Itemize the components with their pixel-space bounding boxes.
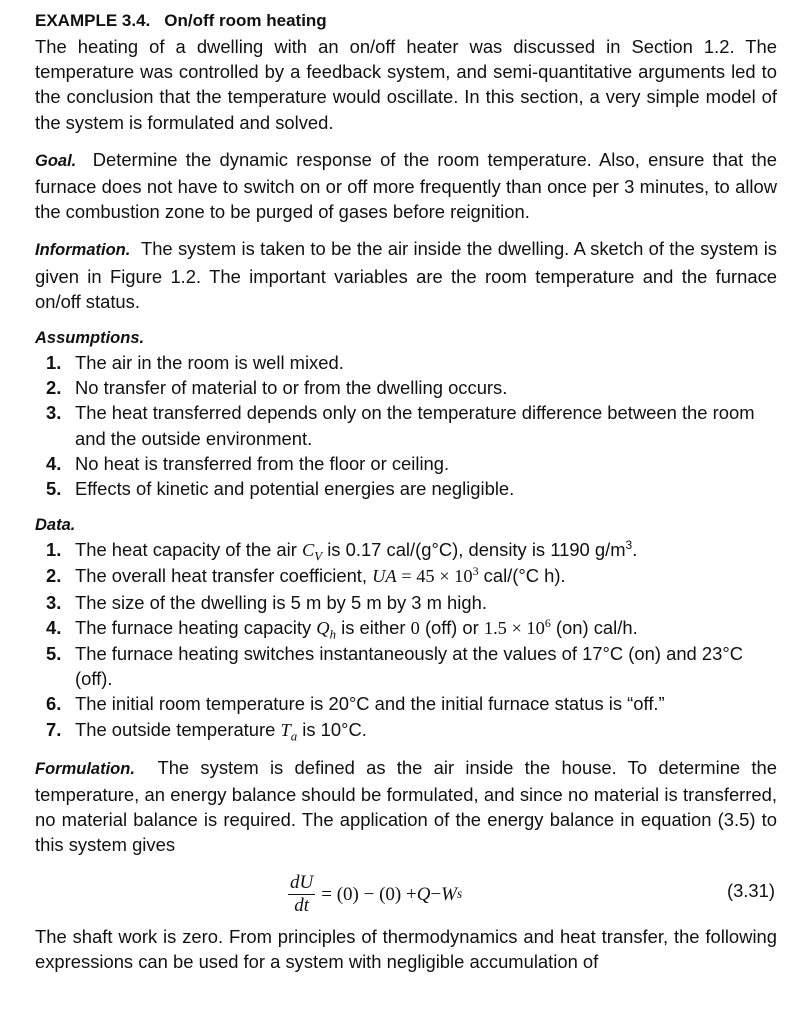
example-number: EXAMPLE 3.4. bbox=[35, 11, 151, 30]
equation-rhs: = (0) − (0) + bbox=[321, 883, 417, 905]
data-item: 5. The furnace heating switches instantaneously at the values of 17°C (on) and 23°C (off). bbox=[46, 643, 743, 690]
information-paragraph bbox=[35, 236, 777, 314]
example-title: On/off room heating bbox=[164, 11, 327, 30]
equation-3-31 bbox=[35, 866, 777, 924]
data-item: 1. The heat capacity of the air $C_V$ is 0.17 cal/(g°C), density is 1190 $g/m^3$. bbox=[46, 538, 638, 564]
goal-label: Goal. bbox=[35, 151, 77, 170]
assumption-item: 5. Effects of kinetic and potential energies are negligible. bbox=[46, 478, 515, 500]
formulation-paragraph bbox=[35, 755, 777, 858]
data-section bbox=[35, 513, 777, 743]
equation-w: W bbox=[441, 883, 457, 905]
assumptions-section bbox=[35, 326, 777, 501]
goal-paragraph bbox=[35, 147, 777, 225]
data-item: 6. The initial room temperature is 20°C and the initial furnace status is “off.” bbox=[46, 693, 665, 715]
data-item: 3. The size of the dwelling is 5 m by 5 m by 3 m high. bbox=[46, 591, 487, 613]
example-heading bbox=[35, 8, 777, 34]
intro-paragraph: The heating of a dwelling with an on/off heater was discussed in Section 1.2. The temperature was controlled by a feedback system, and semi-quantitative arguments led to the conclusion that the temperature would oscillate. In this section, a very simple model of the system is formulated and solved. bbox=[35, 36, 777, 133]
data-list bbox=[35, 537, 777, 743]
formulation-label: Formulation. bbox=[35, 759, 135, 778]
closing-paragraph: The shaft work is zero. From principles of thermodynamics and heat transfer, the following expressions can be used for a system with negligible accumulation of bbox=[35, 925, 777, 972]
equation-numerator: dU bbox=[290, 871, 314, 893]
equation-body: $\frac{dU}{dt}$ = (0) − (0) + Q − W s bbox=[290, 871, 463, 916]
assumption-item: 1. The air in the room is well mixed. bbox=[46, 352, 344, 374]
data-item: 4. The furnace heating capacity $Q_h$ is either 0 (off) or $1.5 \times 10^6$ (on) cal/h. bbox=[46, 615, 638, 642]
information-text: The system is taken to be the air inside the dwelling. A sketch of the system is given in Figure 1.2. The important variables are the room temperature and the furnace on/off status. bbox=[35, 238, 777, 312]
information-label: Information. bbox=[35, 241, 131, 260]
assumption-item: 2. No transfer of material to or from the dwelling occurs. bbox=[46, 377, 508, 399]
equation-q: Q bbox=[416, 883, 431, 905]
equation-minus: − bbox=[430, 883, 442, 905]
equation-fraction bbox=[288, 872, 315, 917]
equation-denominator: dt bbox=[294, 894, 309, 916]
assumption-item: 3. The heat transferred depends only on the temperature difference between the room and the outside environment. bbox=[46, 402, 755, 449]
goal-text: Determine the dynamic response of the room temperature. Also, ensure that the furnace does not have to switch on or off more frequently than once per 3 minutes, to allow the combustion zone to be purged of gases before reignition. bbox=[35, 148, 777, 223]
equation-number: (3.31) bbox=[726, 879, 775, 901]
data-label: Data. bbox=[35, 516, 76, 535]
assumption-item: 4. No heat is transferred from the floor or ceiling. bbox=[46, 452, 450, 474]
textbook-page bbox=[35, 8, 777, 974]
assumptions-label: Assumptions. bbox=[35, 329, 145, 348]
data-item: 7. The outside temperature $T_a$ is 10°C. bbox=[46, 718, 367, 744]
assumptions-list bbox=[35, 350, 777, 501]
formulation-text: The system is defined as the air inside the house. To determine the temperature, an energy balance should be formulated, and since no material is transferred, no material balance is required. The application of the energy balance in equation (3.5) to this system gives bbox=[35, 756, 777, 856]
data-item: 2. The overall heat transfer coefficient, UA = $45 \times 10^3$ cal/(°C h). bbox=[46, 564, 566, 587]
